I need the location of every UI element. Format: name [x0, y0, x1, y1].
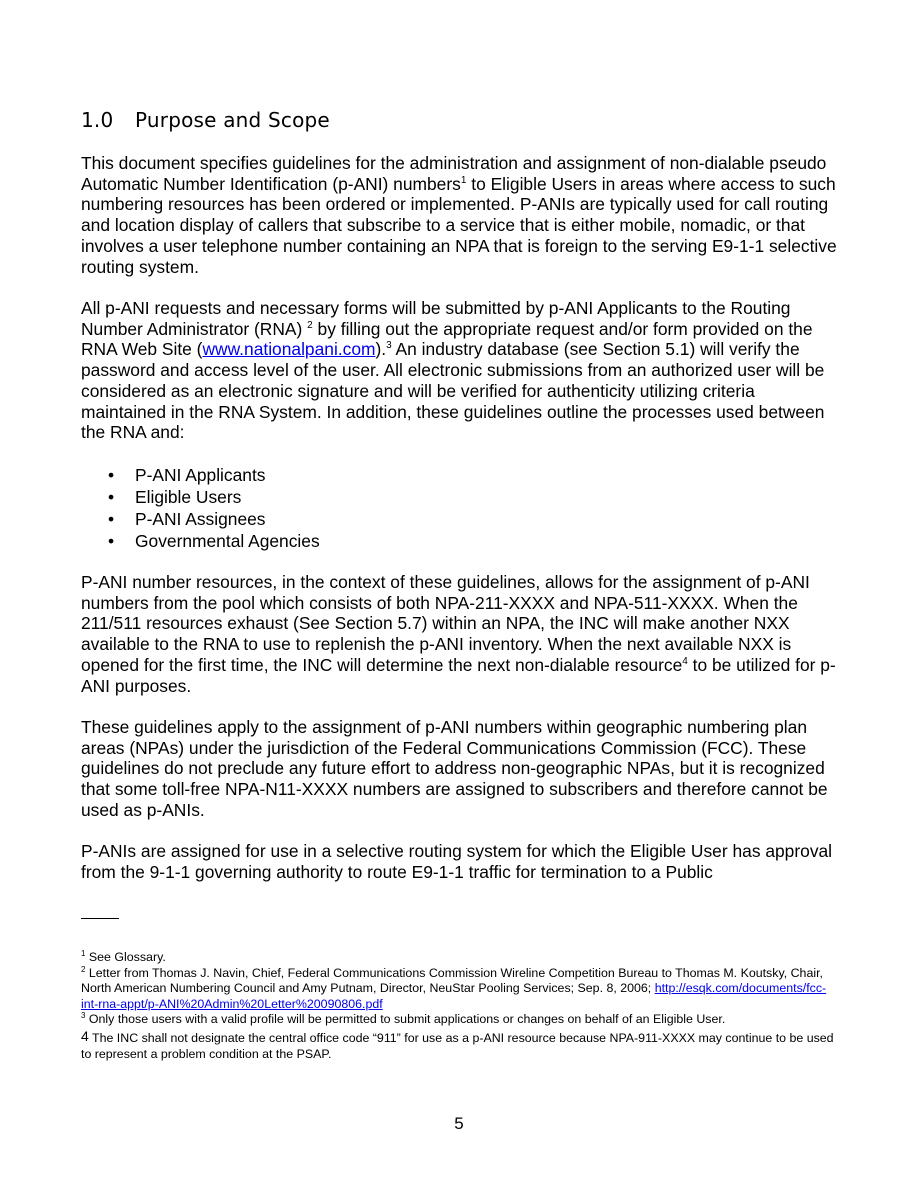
- footnotes: [81, 950, 843, 1062]
- paragraph-applicability: These guidelines apply to the assignment of p-ANI numbers within geographic numbering plan areas (NPAs) under the jurisdiction of the Federal Communications Commission (FCC). These guidelines do not preclude any future effort to address non-geographic NPAs, but it is recognized that some toll-free NPA-N11-XXXX numbers are assigned to subscribers and therefore cannot be used as p-ANIs.: [81, 717, 828, 820]
- footnote-4: $^4$ The INC shall not designate the central office code “911” for use as a p-ANI resource because NPA-911-XXXX may continue to be used to represent a problem condition at the PSAP.: [81, 1027, 834, 1061]
- footnote-2: $^2$ Letter from Thomas J. Navin, Chief, Federal Communications Commission Wireline Competition Bureau to Thomas M. Koutsky, Chair, North American Numbering Council and Amy Putnam, Director, NeuStar Pooling Services; Sep. 8, 2006; http://esqk.com/documents/fcc-int-rna-appt/p-ANI%20Admin%20Letter%20090806.pdf: [81, 964, 827, 1011]
- page-number: 5: [454, 1114, 464, 1133]
- bullet-icon: •: [108, 509, 115, 529]
- section-title: Purpose and Scope: [135, 108, 330, 132]
- footnote-separator: [81, 918, 119, 919]
- footnote-ref-3[interactable]: 3: [386, 340, 392, 352]
- section-number: 1.0: [81, 108, 114, 132]
- bullet-icon: •: [108, 531, 115, 551]
- section-heading: [81, 108, 330, 132]
- paragraph-purpose: This document specifies guidelines for the administration and assignment of non-dialable pseudo Automatic Number Identification (p-ANI) numbers$^1$ to Eligible Users in areas where access to such numbering resources has been ordered or implemented. P-ANIs are typically used for call routing and location display of callers that subscribe to a service that is either mobile, nomadic, or that involves a user telephone number containing an NPA that is foreign to the serving E9-1-1 selective routing system.: [81, 153, 837, 277]
- footnote-ref-2[interactable]: 2: [307, 319, 313, 331]
- footnote-1: $^1$ See Glossary.: [81, 948, 166, 964]
- footnote-3: $^3$ Only those users with a valid profile will be permitted to submit applications or changes on behalf of an Eligible User.: [81, 1011, 726, 1027]
- fcc-letter-link[interactable]: http://esqk.com/documents/fcc-int-rna-appt/p-ANI%20Admin%20Letter%20090806.pdf: [81, 981, 827, 1011]
- list-item: • P-ANI Assignees: [108, 509, 266, 529]
- bullet-icon: •: [108, 465, 115, 485]
- stakeholder-list: [81, 464, 320, 552]
- list-item: • Governmental Agencies: [108, 531, 320, 551]
- bullet-icon: •: [108, 487, 115, 507]
- list-item: • Eligible Users: [108, 487, 242, 507]
- paragraph-requests: All p-ANI requests and necessary forms will be submitted by p-ANI Applicants to the Routing Number Administrator (RNA) $^2$ by filling out the appropriate request and/or form provided on the RNA Web Site (www.nationalpani.com).$^3$ An industry database (see Section 5.1) will verify the password and access level of the user. All electronic submissions from an authorized user will be considered as an electronic signature and will be verified for authenticity utilizing criteria maintained in the RNA System. In addition, these guidelines outline the processes used between the RNA and:: [81, 298, 825, 443]
- list-item: • P-ANI Applicants: [108, 465, 266, 485]
- footnote-ref-1[interactable]: 1: [460, 174, 467, 186]
- paragraph-assignment: P-ANIs are assigned for use in a selective routing system for which the Eligible User has approval from the 9-1-1 governing authority to route E9-1-1 traffic for termination to a Public: [81, 841, 833, 882]
- rna-website-link[interactable]: www.nationalpani.com: [202, 339, 376, 360]
- footnote-ref-4[interactable]: 4: [682, 656, 688, 668]
- paragraph-resources: P-ANI number resources, in the context of these guidelines, allows for the assignment of p-ANI numbers from the pool which consists of both NPA-211-XXXX and NPA-511-XXXX. When the 211/511 resources exhaust (See Section 5.7) within an NPA, the INC will make another NXX available to the RNA to use to replenish the p-ANI inventory. When the next available NXX is opened for the first time, the INC will determine the next non-dialable resource$^4$ to be utilized for p-ANI purposes.: [81, 572, 836, 696]
